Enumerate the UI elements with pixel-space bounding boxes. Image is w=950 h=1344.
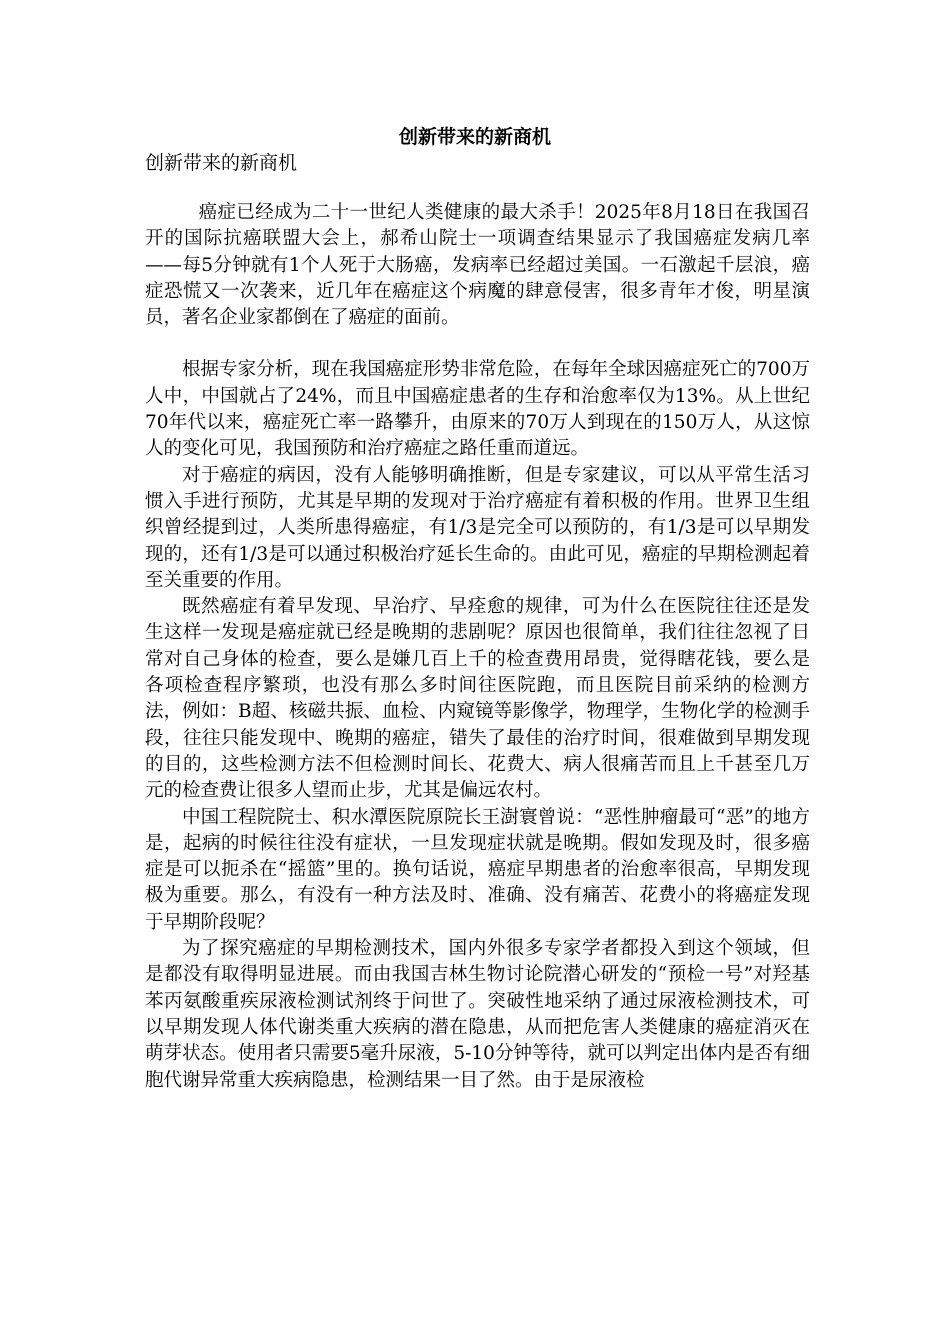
paragraph-6: 为了探究癌症的早期检测技术，国内外很多专家学者都投入到这个领域，但是都没有取得明显进展。而由我国吉林生物讨论院潜心研发的“预检一号”对羟基苯丙氨酸重疾尿液检测试剂终于问世了。突破性地采纳了通过尿液检测技术，可以早期发现人体代谢类重大疾病的潜在隐患，从而把危害人类健康的癌症消灭在萌芽状态。使用者只需要5毫升尿液，5-10分钟等待，就可以判定出体内是否有细胞代谢异常重大疾病隐患，检测结果一目了然。由于是尿液检 xyxy=(145,938,810,1091)
paragraph-spacer xyxy=(145,331,810,357)
paragraph-4: 既然癌症有着早发现、早治疗、早痊愈的规律，可为什么在医院往往还是发生这样一发现是癌症就已经是晚期的悲剧呢？原因也很简单，我们往往忽视了日常对自己身体的检查，要么是嫌几百上千的检查费用昂贵，觉得瞎花钱，要么是各项检查程序繁琐，也没有那么多时间往医院跑，而且医院目前采纳的检测方法，例如：B超、核磁共振、血检、内窥镜等影像学，物理学，生物化学的检测手段，往往只能发现中、晚期的癌症，错失了最佳的治疗时间，很难做到早期发现的目的，这些检测方法不但检测时间长、花费大、病人很痛苦而且上千甚至几万元的检查费让很多人望而止步，尤其是偏远农村。 xyxy=(145,596,810,802)
paragraph-5: 中国工程院院士、积水潭医院原院长王澍寰曾说：“恶性肿瘤最可“恶”的地方是，起病的时候往往没有症状，一旦发现症状就是晚期。假如发现及时，很多癌症是可以扼杀在“摇篮”里的。换句话说，癌症早期患者的治愈率很高，早期发现极为重要。那么，有没有一种方法及时、准确、没有痛苦、花费小的将癌症发现于早期阶段呢？ xyxy=(145,806,810,933)
document-title: 创新带来的新商机 xyxy=(398,126,551,148)
document-subtitle: 创新带来的新商机 xyxy=(145,152,298,174)
paragraph-1: 癌症已经成为二十一世纪人类健康的最大杀手！2025年8月18日在我国召开的国际抗癌联盟大会上，郝希山院士一项调查结果显示了我国癌症发病几率——每5分钟就有1个人死于大肠癌，发病率已经超过美国。一石激起千层浪，癌症恐慌又一次袭来，近几年在癌症这个病魔的肆意侵害，很多青年才俊，明星演员，著名企业家都倒在了癌症的面前。 xyxy=(145,202,810,329)
paragraph-2: 根据专家分析，现在我国癌症形势非常危险，在每年全球因癌症死亡的700万人中，中国就占了24%，而且中国癌症患者的生存和治愈率仅为13%。从上世纪70年代以来，癌症死亡率一路攀升，由原来的70万人到现在的150万人，从这惊人的变化可见，我国预防和治疗癌症之路任重而道远。 xyxy=(145,359,810,460)
document-body xyxy=(145,200,810,1094)
paragraph-3: 对于癌症的病因，没有人能够明确推断，但是专家建议，可以从平常生活习惯入手进行预防，尤其是早期的发现对于治疗癌症有着积极的作用。世界卫生组织曾经提到过，人类所患得癌症，有1/3是完全可以预防的，有1/3是可以早期发现的，还有1/3是可以通过积极治疗延长生命的。由此可见，癌症的早期检测起着至关重要的作用。 xyxy=(145,464,810,591)
